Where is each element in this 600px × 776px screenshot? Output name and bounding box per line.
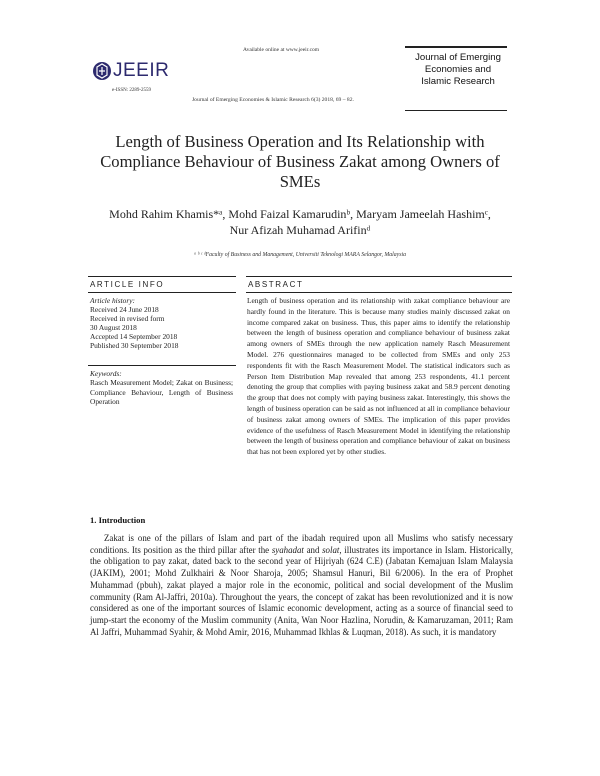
- intro-text-and: and: [303, 544, 323, 555]
- article-info-heading: ARTICLE INFO: [90, 280, 165, 289]
- abstract-heading: ABSTRACT: [248, 280, 304, 289]
- abstract-text: Length of business operation and its relationship with zakat compliance behaviour are hardly found in the literature. This is because many studies mainly discussed zakat on income compared zakat on business. Thus, this paper aims to identify the relationship between the length of business operation and compliance behaviour of business zakat among owners of SMEs through the new application namely Rasch Measurement Model. 276 questionnaires managed to be collected from SMEs and only 253 respondents fit with the Rasch Measurement Model. The statistical indicators such as Person Item Distribution Map revealed that among 253 respondents, 41.1 percent denoting the group that complies with paying business zakat and 58.9 percent denoting the group that does not comply with paying business zakat. Interestingly, this shows the length of business operation can be said as not influenced at all in compliance behaviour of business zakat among owners of SMEs. The implication of this paper provides evidence of the usefulness of Rasch Measurement Model in identifying the relationship between the length of business operation and compliance behaviour of zakat on business that has not been explored yet by other studies.: [247, 296, 510, 457]
- keywords-label: Keywords:: [90, 369, 122, 378]
- intro-text-part: , illustrates its importance in Islam. Historically, the obligation to pay zakat, dated back to the second year of Hijriyah (624 C.E) (Jabatan Kemajuan Islam Malaysia (JAKIM), 2001; Mohd Zulkhairi & Noor Sharoja, 2005; Shamsul Hanuri, Bil 6/2006). In the era of Prophet Muhammad (pbuh), zakat played a major role in the economic, political and social development of the Muslim community (Ram Al-Jaffri, 2010a). Throughout the years, the concept of zakat has been revolutionized and it is now considered as one of the important sources of Islamic economic development, acting as a source of financial seed to jump-start the economy of the Muslim community (Anita, Wan Noor Hazlina, Norudin, & Kamaruzaman, 2011; Ram Al Jaffri, Muhammad Syahir, & Mohd Amir, 2016, Muhammad Ikhlas & Luqman, 2018). As such, it is mandatory: [90, 544, 513, 637]
- abstract-top-rule: [246, 276, 512, 277]
- journal-logo: [92, 60, 169, 82]
- section-heading-introduction: 1. Introduction: [90, 515, 146, 525]
- history-line: Published 30 September 2018: [90, 341, 179, 350]
- paper-title: Length of Business Operation and Its Relationship with Compliance Behaviour of Business Zakat among Owners of SMEs: [100, 132, 500, 191]
- abstract-rule: [246, 292, 512, 293]
- article-history-label: Article history:: [90, 296, 135, 305]
- jeeir-logo-icon: [92, 61, 112, 81]
- available-online-text: Available online at www.jeeir.com: [243, 47, 320, 53]
- article-info-rule: [88, 292, 236, 293]
- history-line: 30 August 2018: [90, 323, 137, 332]
- logo-text: JEEIR: [113, 60, 170, 81]
- history-line: Accepted 14 September 2018: [90, 332, 178, 341]
- journal-citation-line: Journal of Emerging Economies & Islamic Research 6(3) 2018, 69 – 82.: [192, 97, 354, 103]
- intro-text-part: Zakat is one of the pillars of Islam and part of the ibadah required upon all Muslims who satisfy necessary conditions. Its position as the third pillar after the: [90, 533, 513, 555]
- authors-line-2: Nur Afizah Muhamad Arifinᵈ: [229, 223, 371, 237]
- history-line: Received in revised form: [90, 314, 165, 323]
- intro-term-syahadat: syahadat: [271, 544, 304, 555]
- keywords-text: Rasch Measurement Model; Zakat on Business; Compliance Behaviour, Length of Business Operation: [90, 378, 233, 406]
- introduction-paragraph: [90, 533, 513, 638]
- intro-term-solat: solat: [322, 544, 340, 555]
- authors-line-1: Mohd Rahim Khamis*ᵃ, Mohd Faizal Kamarudinᵇ, Maryam Jameelah Hashimᶜ,: [109, 207, 491, 221]
- affiliation: ᵃ ᵇ ᶜ ᵈFaculty of Business and Management, Universiti Teknologi MARA Selangor, Malaysia: [194, 252, 406, 258]
- article-info-top-rule: [88, 276, 236, 277]
- keywords-rule: [88, 365, 236, 366]
- history-line: Received 24 June 2018: [90, 305, 159, 314]
- journal-title: Journal of Emerging Economies and Islamic Research: [415, 52, 501, 87]
- issn: e-ISSN: 2289-2559: [112, 88, 152, 93]
